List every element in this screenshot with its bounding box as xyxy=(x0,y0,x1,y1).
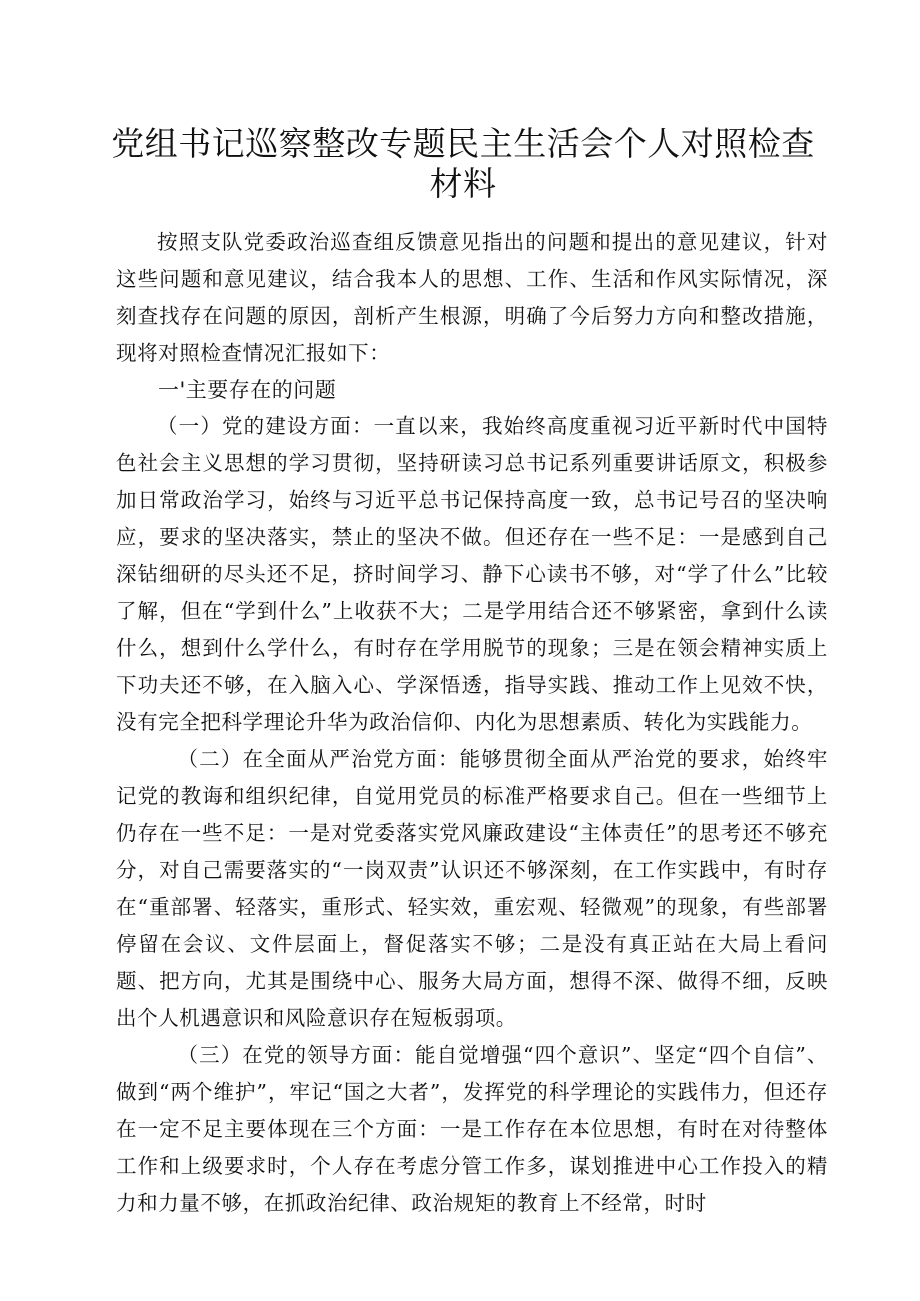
paragraph-party-building: （一）党的建设方面：一直以来，我始终高度重视习近平新时代中国特色社会主义思想的学习贯彻，坚持研读习总书记系列重要讲话原文，积极参加日常政治学习，始终与习近平总书记保持高度一致，总书记号召的坚决响应，要求的坚决落实，禁止的坚决不做。但还存在一些不足：一是感到自己深钻细研的尽头还不足，挤时间学习、静下心读书不够，对“学了什么”比较了解，但在“学到什么”上收获不大；二是学用结合还不够紧密，拿到什么读什么，想到什么学什么，有时存在学用脱节的现象；三是在领会精神实质上下功夫还不够，在入脑入心、学深悟透，指导实践、推动工作上见效不快，没有完全把科学理论升华为政治信仰、内化为思想素质、转化为实践能力。 xyxy=(116,414,828,734)
paragraph-party-leadership: （三）在党的领导方面：能自觉增强“四个意识”、坚定“四个自信”、做到“两个维护”，牢记“国之大者”，发挥党的科学理论的实践伟力，但还存在一定不足主要体现在三个方面：一是工作存在本位思想，有时在对待整体工作和上级要求时，个人存在考虑分管工作多，谋划推进中心工作投入的精力和力量不够，在抓政治纪律、政治规矩的教育上不经常，时时 xyxy=(116,1043,828,1215)
document-title: 党组书记巡察整改专题民主生活会个人对照检查材料 xyxy=(111,124,815,203)
document-body xyxy=(116,224,828,1222)
section-heading-main-problems: 一'主要存在的问题 xyxy=(158,378,337,402)
intro-paragraph: 按照支队党委政治巡查组反馈意见指出的问题和提出的意见建议，针对这些问题和意见建议，结合我本人的思想、工作、生活和作风实际情况，深刻查找存在问题的原因，剖析产生根源，明确了今后努力方向和整改措施，现将对照检查情况汇报如下： xyxy=(116,230,828,365)
paragraph-strict-governance: （二）在全面从严治党方面：能够贯彻全面从严治党的要求，始终牢记党的教诲和组织纪律，自觉用党员的标准严格要求自己。但在一些细节上仍存在一些不足：一是对党委落实党风廉政建设“主体责任”的思考还不够充分，对自己需要落实的“一岗双责”认识还不够深刻，在工作实践中，有时存在“重部署、轻落实，重形式、轻实效，重宏观、轻微观”的现象，有些部署停留在会议、文件层面上，督促落实不够；二是没有真正站在大局上看问题、把方向，尤其是围绕中心、服务大局方面，想得不深、做得不细，反映出个人机遇意识和风险意识存在短板弱项。 xyxy=(116,747,828,1030)
